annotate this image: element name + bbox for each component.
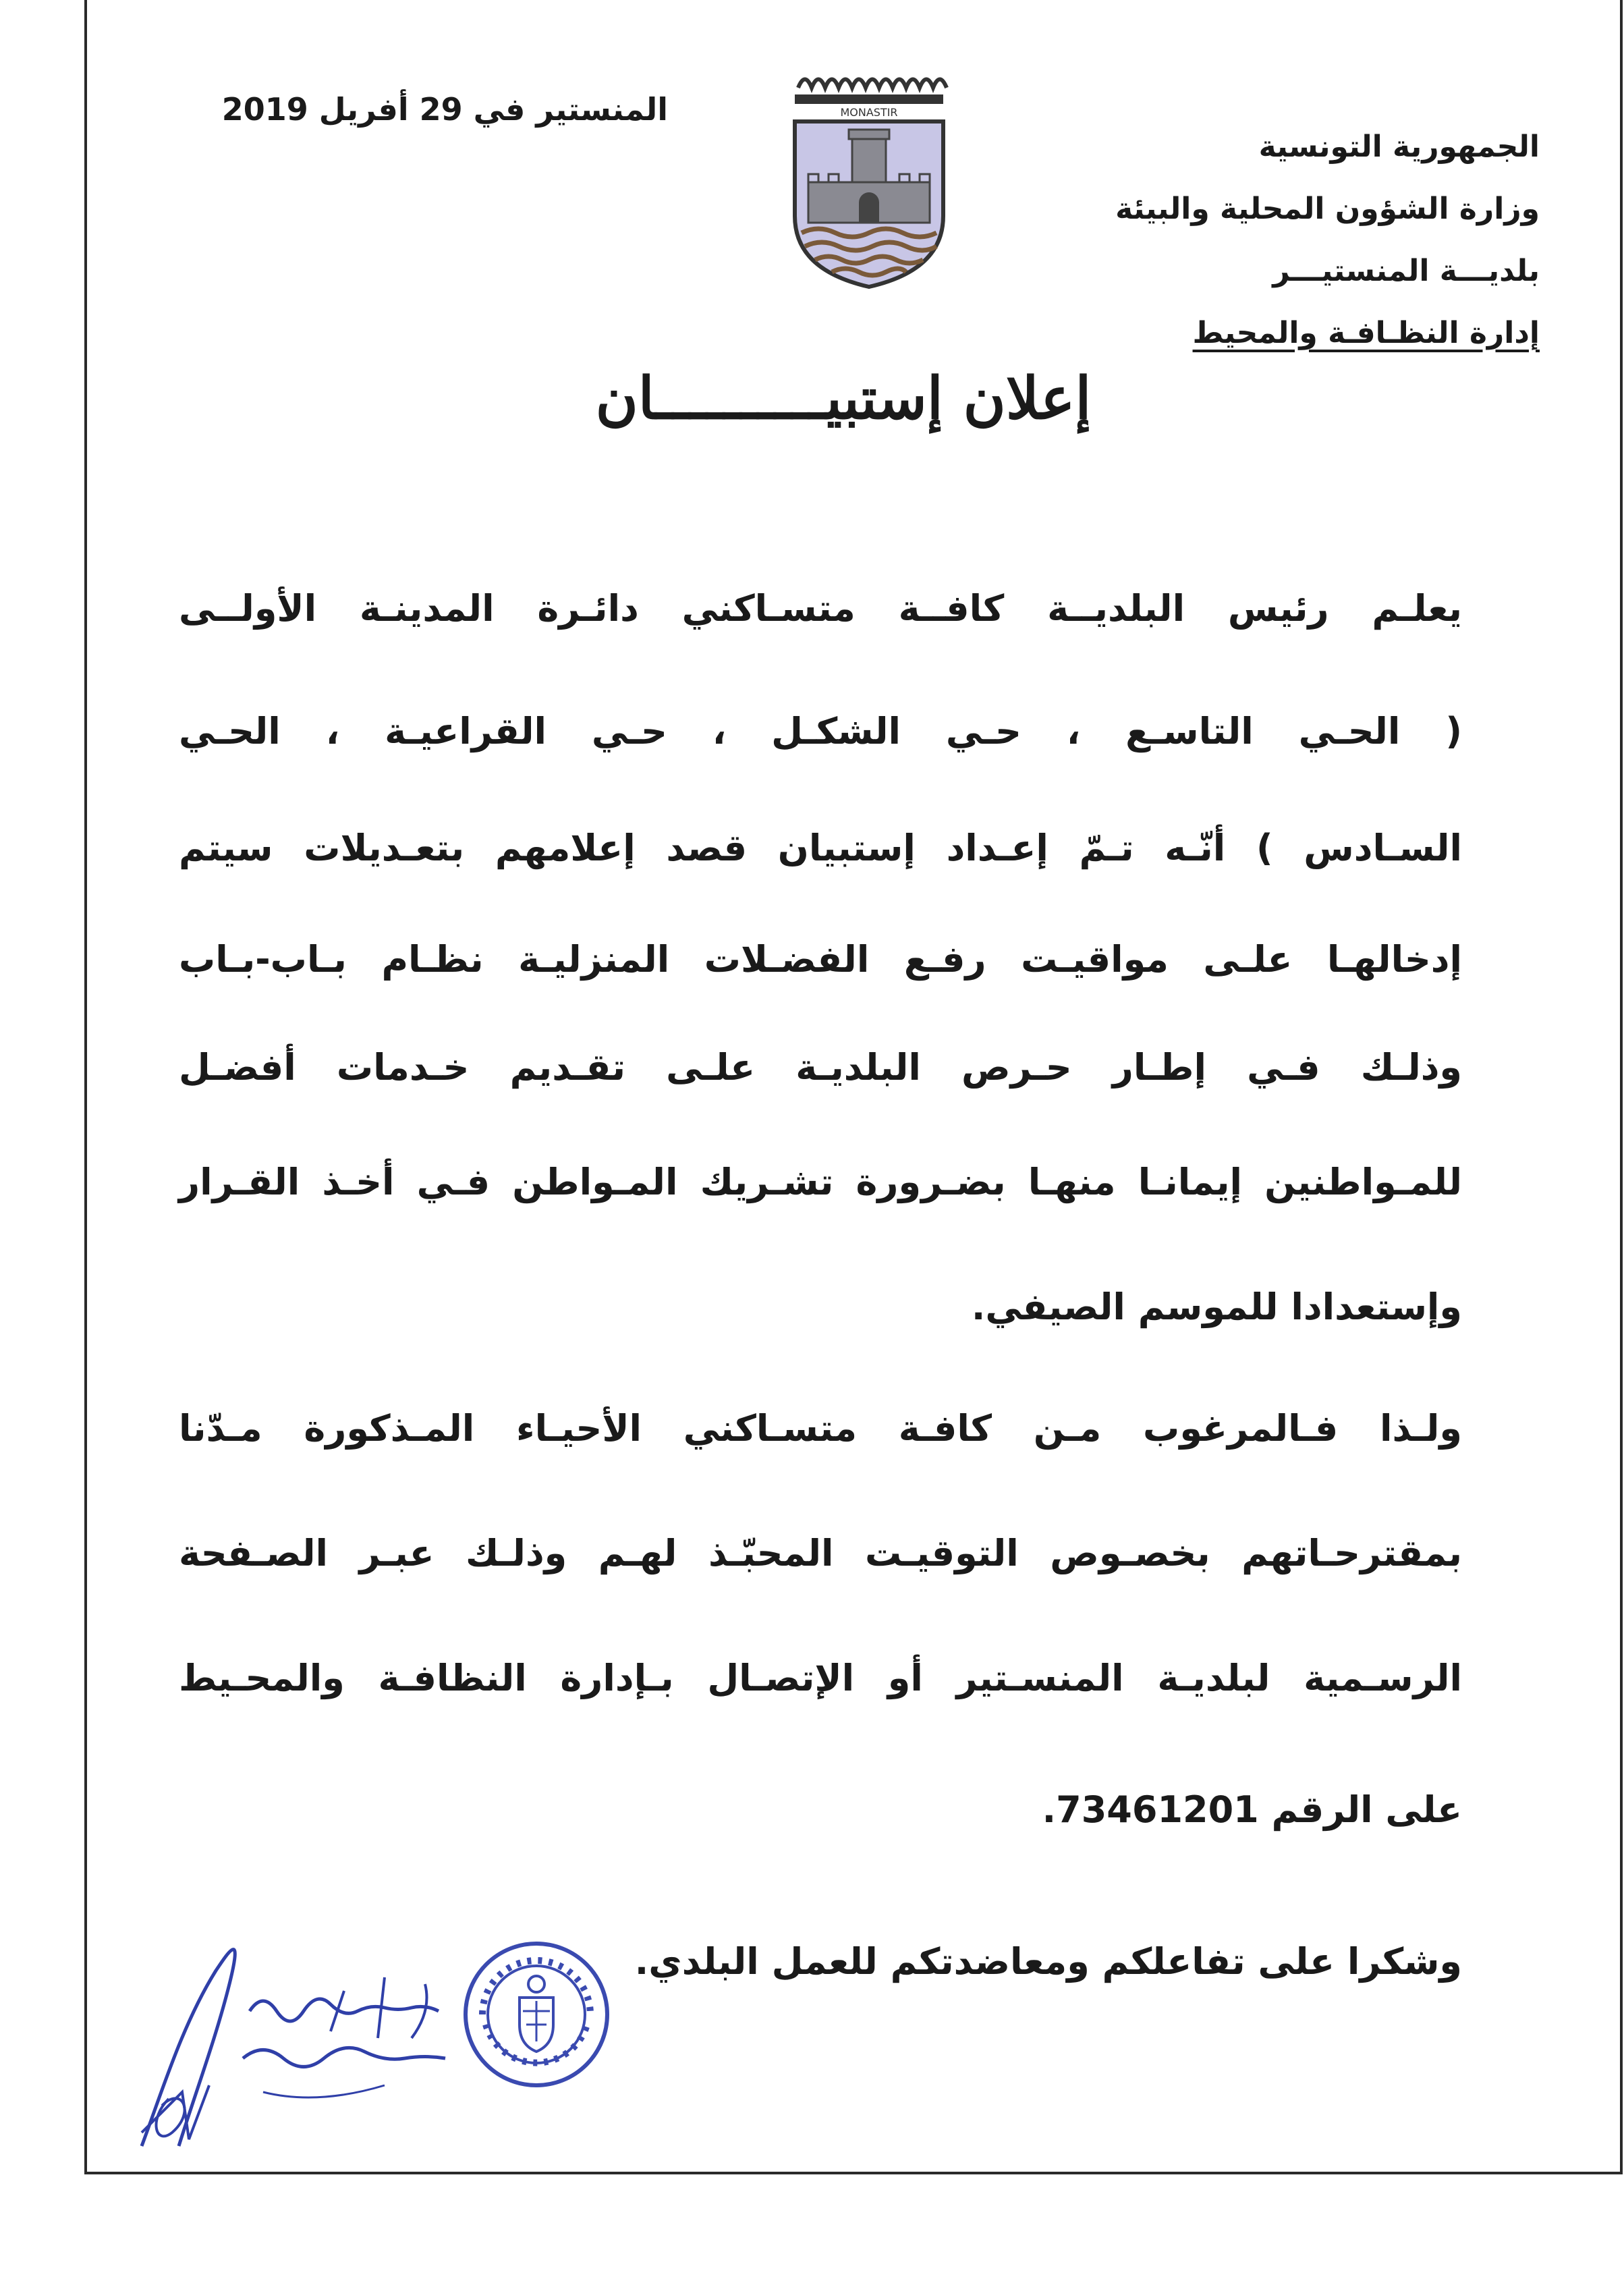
closing-line: وشكرا على تفاعلكم ومعاضدتكم للعمل البلدي. [634, 1940, 1462, 1983]
announcement-title: إعلان إستبيــــــــــان [595, 364, 1092, 433]
body-line: السـادس ) أنّـه تـمّ إعـداد إستبيان قصد إعلامهم بتعـديلات سيتم [179, 827, 1462, 869]
body-line: للمـواطنين إيمانـا منهـا بضـرورة تشـريك المـواطن فـي أخـذ القـرار [179, 1161, 1462, 1203]
body-line: إدخالهـا علـى مواقيـت رفـع الفضـلات المنزليـة نظـام بـاب-بـاب [179, 938, 1462, 981]
body-line: وإستعدادا للموسم الصيفي. [971, 1286, 1462, 1328]
letterhead-ministry: وزارة الشؤون المحلية والبيئة [1115, 192, 1540, 226]
body-line: ولـذا فـالمرغوب مـن كافـة متسـاكني الأحيـاء المـذكورة مـدّنا [179, 1407, 1462, 1450]
letterhead [1067, 116, 1540, 364]
emblem-label: MONASTIR [840, 106, 898, 119]
body-line: ( الحـي التاسـع ، حـي الشكـل ، حـي القراعيـة ، الحـي [179, 710, 1462, 752]
monastir-coat-of-arms-icon [785, 67, 953, 290]
document-date: المنستير في 29 أفريل 2019 [221, 91, 668, 128]
official-stamp-icon [459, 1937, 614, 2092]
body-line: الرسـمية لبلديـة المنسـتير أو الإتصـال بـإدارة النظافـة والمحـيط [179, 1657, 1462, 1699]
body-line: بمقترحـاتهم بخصـوص التوقيـت المحبّـذ لهـم وذلـك عبـر الصـفحة [179, 1532, 1462, 1574]
letterhead-republic: الجمهورية التونسية [1258, 130, 1540, 164]
body-line: يعلـم رئيس البلديــة كافــة متسـاكني دائـرة المدينـة الأولــى [179, 587, 1462, 630]
body-line: وذلـك فـي إطـار حـرص البلديـة علـى تقـديم خـدمات أفضـل [179, 1046, 1462, 1089]
letterhead-department: إدارة النظـافـة والمحيط [1192, 316, 1540, 350]
phone-number-line: على الرقم 73461201. [1042, 1788, 1462, 1831]
letterhead-municipality: بلديـــة المنستيـــر [1272, 254, 1540, 288]
